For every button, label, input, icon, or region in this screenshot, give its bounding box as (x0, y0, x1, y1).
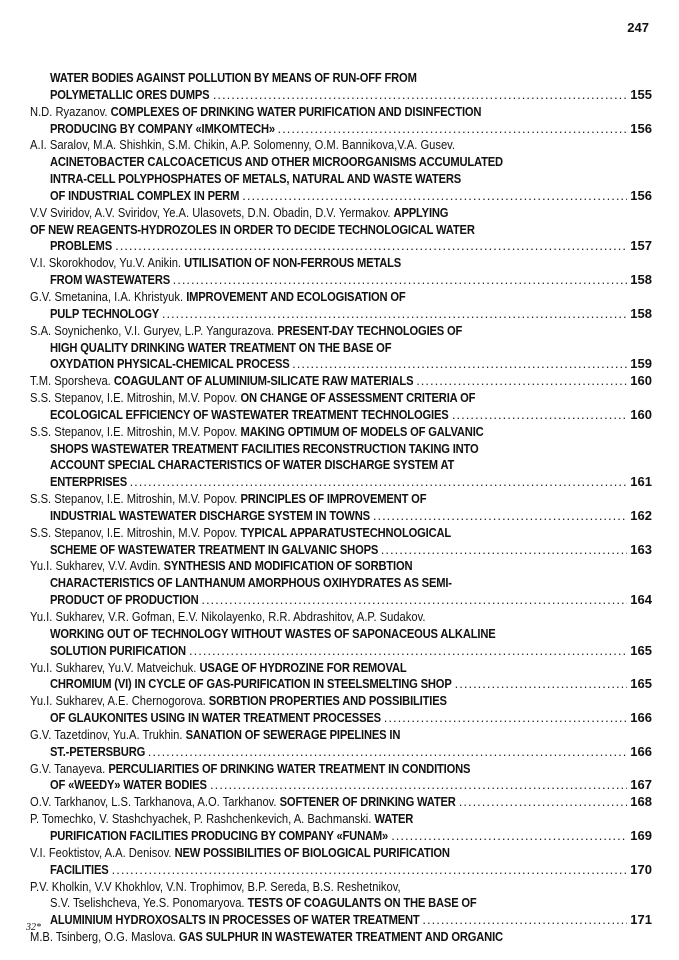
toc-line (30, 424, 652, 441)
toc-line (30, 390, 652, 407)
toc-line (30, 70, 652, 87)
entry-title: SHOPS WASTEWATER TREATMENT FACILITIES RECONSTRUCTION TAKING INTO (50, 440, 479, 456)
entry-title: UTILISATION OF NON-FERROUS METALS (184, 255, 402, 271)
toc-entry (30, 373, 652, 390)
entry-title: OF «WEEDY» WATER BODIES (50, 777, 207, 793)
entry-page-number: 158 (630, 305, 652, 321)
entry-page-number: 160 (630, 373, 652, 389)
dot-leader (373, 508, 627, 525)
toc-line-text (50, 87, 209, 104)
toc-line-text (50, 171, 461, 188)
toc-entry (30, 289, 652, 323)
entry-title: USAGE OF HYDROZINE FOR REMOVAL (199, 659, 407, 675)
entry-authors: S.V. Tselishcheva, Ye.S. Ponomaryova. (50, 895, 245, 911)
entry-title: ACCOUNT SPECIAL CHARACTERISTICS OF WATER DISCHARGE SYSTEM AT (50, 457, 455, 473)
toc-line (30, 525, 652, 542)
toc-line (30, 255, 652, 272)
entry-title: COAGULANT OF ALUMINIUM-SILICATE RAW MATERIALS (113, 373, 414, 389)
dot-leader (384, 710, 628, 727)
toc-line-text (50, 272, 170, 289)
dot-leader (189, 643, 627, 660)
toc-line-text (30, 323, 462, 340)
toc-line (30, 761, 652, 778)
dot-leader (459, 794, 628, 811)
toc-line-text (30, 660, 407, 677)
entry-authors: Yu.I. Sukharev, V.R. Gofman, E.V. Nikolayenko, R.R. Abdrashitov, A.P. Sudakov. (30, 609, 426, 624)
entry-authors: Yu.I. Sukharev, V.V. Avdin. (30, 558, 161, 574)
toc-line-text (50, 457, 454, 474)
page-number: 247 (627, 20, 649, 35)
toc-line-text (50, 407, 449, 424)
toc-line (30, 912, 652, 929)
toc-line (30, 811, 652, 828)
entry-title: SORBTION PROPERTIES AND POSSIBILITIES (208, 693, 447, 709)
toc-line (30, 895, 652, 912)
toc-line (30, 407, 652, 424)
entry-authors: G.V. Tanayeva. (30, 760, 106, 776)
toc-line (30, 626, 652, 643)
entry-title: SANATION OF SEWERAGE PIPELINES IN (185, 726, 401, 742)
toc-entry (30, 525, 652, 559)
toc-entry (30, 660, 652, 694)
entry-authors: Yu.I. Sukharev, A.E. Chernogorova. (30, 693, 206, 709)
toc-line-text (50, 643, 186, 660)
toc-line (30, 508, 652, 525)
toc-line-text (30, 845, 450, 862)
toc-entry (30, 727, 652, 761)
entry-title: ECOLOGICAL EFFICIENCY OF WASTEWATER TREATMENT TECHNOLOGIES (50, 406, 449, 422)
toc-entry (30, 609, 652, 660)
entry-authors: S.S. Stepanov, I.E. Mitroshin, M.V. Popov. (30, 491, 238, 507)
toc-line (30, 542, 652, 559)
toc-entry (30, 255, 652, 289)
entry-page-number: 163 (630, 541, 652, 557)
entry-title: PRESENT-DAY TECHNOLOGIES OF (277, 322, 463, 338)
entry-title: SOFTENER OF DRINKING WATER (279, 794, 456, 810)
entry-title: ENTERPRISES (50, 474, 128, 490)
entry-title: ACINETOBACTER CALCOACETICUS AND OTHER MICROORGANISMS ACCUMULATED (50, 154, 503, 170)
entry-authors: P. Tomechko, V. Stashchyachek, P. Rashchenkevich, A. Bachmanski. (30, 811, 372, 827)
entry-authors: G.V. Smetanina, I.A. Khristyuk. (30, 288, 184, 304)
toc-line (30, 87, 652, 104)
entry-page-number: 170 (630, 861, 652, 877)
entry-title: INTRA-CELL POLYPHOSPHATES OF METALS, NATURAL AND WASTE WATERS (50, 171, 462, 187)
toc-line (30, 575, 652, 592)
toc-line (30, 306, 652, 323)
toc-entry (30, 811, 652, 845)
entry-title: TYPICAL APPARATUSTECHNOLOGICAL (240, 524, 452, 540)
entry-title: SCHEME OF WASTEWATER TREATMENT IN GALVANIC SHOPS (50, 541, 379, 557)
toc-entry (30, 558, 652, 609)
toc-line (30, 205, 652, 222)
toc-line-text (50, 306, 159, 323)
toc-line (30, 154, 652, 171)
entry-title: CHROMIUM (VI) IN CYCLE OF GAS-PURIFICATION IN STEELSMELTING SHOP (50, 676, 452, 692)
entry-title: WATER (374, 811, 414, 827)
dot-leader (112, 862, 628, 879)
entry-page-number: 171 (630, 912, 652, 928)
toc-line (30, 710, 652, 727)
toc-line (30, 137, 652, 154)
toc-line (30, 744, 652, 761)
toc-entry (30, 137, 652, 204)
entry-title: GAS SULPHUR IN WASTEWATER TREATMENT AND ORGANIC (178, 929, 503, 945)
toc-line-text (50, 912, 420, 929)
entry-title: POLYMETALLIC ORES DUMPS (50, 86, 210, 102)
toc-line (30, 592, 652, 609)
entry-title: APPLYING (393, 204, 449, 220)
toc-line (30, 828, 652, 845)
entry-page-number: 159 (630, 356, 652, 372)
printer-signature-mark: 32* (26, 922, 41, 933)
entry-title: OF GLAUKONITES USING IN WATER TREATMENT PROCESSES (50, 710, 381, 726)
entry-authors: A.I. Saralov, M.A. Shishkin, S.M. Chikin, A.P. Solomenny, O.M. Bannikova,V.A. Gusev. (30, 137, 456, 153)
dot-leader (455, 676, 628, 693)
toc-entry (30, 205, 652, 256)
toc-line (30, 777, 652, 794)
dot-leader (115, 238, 627, 255)
entry-title: OF NEW REAGENTS-HYDROZOLES IN ORDER TO DECIDE TECHNOLOGICAL WATER (30, 221, 475, 237)
toc-line (30, 609, 652, 626)
toc-line-text (50, 777, 207, 794)
entry-title: NEW POSSIBILITIES OF BIOLOGICAL PURIFICATION (174, 844, 450, 860)
entry-page-number: 160 (630, 406, 652, 422)
toc-line (30, 340, 652, 357)
toc-entry (30, 70, 652, 104)
dot-leader (292, 356, 627, 373)
toc-line (30, 660, 652, 677)
toc-line-text (50, 592, 199, 609)
dot-leader (391, 828, 627, 845)
dot-leader (242, 188, 627, 205)
entry-page-number: 164 (630, 592, 652, 608)
entry-page-number: 168 (630, 794, 652, 810)
toc-line-text (30, 104, 481, 121)
toc-line (30, 188, 652, 205)
entry-title: PRODUCING BY COMPANY «IMKOMTECH» (50, 120, 275, 136)
entry-title: SOLUTION PURIFICATION (50, 642, 186, 658)
entry-title: ALUMINIUM HYDROXOSALTS IN PROCESSES OF WATER TREATMENT (50, 912, 420, 928)
toc-line-text (50, 238, 112, 255)
entry-authors: V.I. Feoktistov, A.A. Denisov. (30, 844, 172, 860)
toc-line (30, 643, 652, 660)
toc-line-text (50, 508, 370, 525)
toc-line-text (50, 474, 127, 491)
toc-line-text (30, 205, 448, 222)
toc-entry (30, 104, 652, 138)
entry-page-number: 165 (630, 642, 652, 658)
toc-line-text (50, 710, 381, 727)
toc-entry (30, 761, 652, 795)
entry-authors: V.V Sviridov, A.V. Sviridov, Ye.A. Ulasovets, D.N. Obadin, D.V. Yermakov. (30, 204, 391, 220)
dot-leader (130, 474, 628, 491)
entry-title: INDUSTRIAL WASTEWATER DISCHARGE SYSTEM IN TOWNS (50, 507, 370, 523)
entry-authors: S.S. Stepanov, I.E. Mitroshin, M.V. Popov. (30, 524, 238, 540)
toc-line-text (30, 491, 426, 508)
entry-title: PRINCIPLES OF IMPROVEMENT OF (240, 491, 427, 507)
toc-line-text (30, 558, 412, 575)
toc-line (30, 676, 652, 693)
toc-line (30, 356, 652, 373)
dot-leader (422, 912, 627, 929)
toc-entry (30, 390, 652, 424)
entry-title: PROBLEMS (50, 238, 112, 254)
toc-entry (30, 879, 652, 930)
entry-title: PULP TECHNOLOGY (50, 305, 160, 321)
entry-page-number: 165 (630, 676, 652, 692)
toc-line (30, 457, 652, 474)
entry-title: ST.-PETERSBURG (50, 743, 146, 759)
toc-line-text (50, 626, 496, 643)
entry-title: OXYDATION PHYSICAL-CHEMICAL PROCESS (50, 356, 290, 372)
toc-line (30, 104, 652, 121)
entry-authors: N.D. Ryazanov. (30, 103, 108, 119)
dot-leader (213, 87, 627, 104)
toc-line-text (30, 255, 401, 272)
toc-line (30, 879, 652, 896)
toc-entry (30, 323, 652, 374)
entry-authors: O.V. Tarkhanov, L.S. Tarkhanova, A.O. Tarkhanov. (30, 794, 277, 810)
entry-page-number: 166 (630, 743, 652, 759)
entry-authors: G.V. Tazetdinov, Yu.A. Trukhin. (30, 726, 183, 742)
entry-authors: V.I. Skorokhodov, Yu.V. Anikin. (30, 255, 182, 271)
toc-line (30, 373, 652, 390)
entry-title: FACILITIES (50, 861, 109, 877)
entry-page-number: 155 (630, 86, 652, 102)
dot-leader (278, 121, 628, 138)
toc-line (30, 929, 652, 946)
entry-authors: T.M. Sporsheva. (30, 373, 111, 389)
toc-entry (30, 424, 652, 491)
entry-page-number: 157 (630, 238, 652, 254)
entry-title: TESTS OF COAGULANTS ON THE BASE OF (247, 895, 477, 911)
entry-title: MAKING OPTIMUM OF MODELS OF GALVANIC (240, 423, 484, 439)
entry-title: ON CHANGE OF ASSESSMENT CRITERIA OF (240, 390, 476, 406)
toc-line (30, 441, 652, 458)
toc-line (30, 272, 652, 289)
entry-authors: M.B. Tsinberg, O.G. Maslova. (30, 929, 176, 945)
toc-line-text (30, 693, 447, 710)
entry-title: COMPLEXES OF DRINKING WATER PURIFICATION AND DISINFECTION (110, 103, 482, 119)
dot-leader (381, 542, 628, 559)
toc-entry (30, 929, 652, 946)
toc-line-text (30, 222, 475, 239)
toc-line-text (50, 862, 109, 879)
toc-line-text (30, 390, 475, 407)
dot-leader (162, 306, 627, 323)
toc-line-text (50, 154, 503, 171)
table-of-contents (30, 70, 652, 946)
toc-line (30, 289, 652, 306)
entry-page-number: 161 (630, 474, 652, 490)
toc-line-text (50, 441, 479, 458)
toc-line-text (50, 575, 452, 592)
dot-leader (173, 272, 628, 289)
entry-authors: Yu.I. Sukharev, Yu.V. Matveichuk. (30, 659, 197, 675)
entry-authors: S.A. Soynichenko, V.I. Guryev, L.P. Yangurazova. (30, 322, 275, 338)
entry-authors: S.S. Stepanov, I.E. Mitroshin, M.V. Popov. (30, 423, 238, 439)
toc-line (30, 474, 652, 491)
entry-page-number: 156 (630, 187, 652, 203)
dot-leader (210, 777, 627, 794)
toc-entry (30, 491, 652, 525)
entry-page-number: 162 (630, 507, 652, 523)
entry-title: SYNTHESIS AND MODIFICATION OF SORBTION (163, 558, 413, 574)
toc-line-text (50, 70, 417, 87)
toc-line-text (50, 542, 378, 559)
toc-line-text (30, 373, 413, 390)
entry-title: OF INDUSTRIAL COMPLEX IN PERM (50, 187, 240, 203)
toc-line-text (30, 727, 400, 744)
toc-line-text (50, 340, 391, 357)
toc-line (30, 238, 652, 255)
entry-page-number: 169 (630, 827, 652, 843)
toc-line (30, 121, 652, 138)
entry-title: HIGH QUALITY DRINKING WATER TREATMENT ON THE BASE OF (50, 339, 392, 355)
entry-title: CHARACTERISTICS OF LANTHANUM AMORPHOUS OXIHYDRATES AS SEMI- (50, 575, 452, 591)
toc-line (30, 222, 652, 239)
entry-title: WATER BODIES AGAINST POLLUTION BY MEANS OF RUN-OFF FROM (50, 70, 417, 85)
toc-line (30, 727, 652, 744)
toc-line-text (30, 609, 425, 626)
toc-entry (30, 693, 652, 727)
toc-line-text (30, 424, 484, 441)
dot-leader (201, 592, 627, 609)
dot-leader (452, 407, 627, 424)
toc-line-text (50, 828, 388, 845)
entry-title: IMPROVEMENT AND ECOLOGISATION OF (186, 288, 406, 304)
toc-line-text (50, 356, 290, 373)
toc-line-text (30, 525, 451, 542)
toc-line (30, 693, 652, 710)
entry-title: PERCULIARITIES OF DRINKING WATER TREATMENT IN CONDITIONS (108, 760, 471, 776)
toc-line-text (50, 676, 452, 693)
toc-line (30, 845, 652, 862)
entry-page-number: 158 (630, 272, 652, 288)
toc-entry (30, 845, 652, 879)
toc-line-text (30, 811, 413, 828)
toc-line (30, 491, 652, 508)
toc-line (30, 323, 652, 340)
toc-line-text (30, 879, 401, 896)
entry-authors: S.S. Stepanov, I.E. Mitroshin, M.V. Popov. (30, 390, 238, 406)
toc-line (30, 794, 652, 811)
dot-leader (148, 744, 628, 761)
toc-line (30, 171, 652, 188)
toc-line-text (30, 794, 456, 811)
toc-line-text (30, 761, 470, 778)
toc-entry (30, 794, 652, 811)
dot-leader (416, 373, 627, 390)
entry-authors: P.V. Kholkin, V.V Khokhlov, V.N. Trophimov, B.P. Sereda, B.S. Reshetnikov, (30, 878, 401, 894)
toc-line-text (50, 744, 145, 761)
toc-line-text (30, 289, 406, 306)
toc-line-text (30, 929, 503, 946)
toc-line-text (50, 121, 275, 138)
toc-line-text (30, 137, 455, 154)
entry-page-number: 166 (630, 710, 652, 726)
toc-line (30, 862, 652, 879)
entry-title: FROM WASTEWATERS (50, 272, 171, 288)
toc-line-text (50, 895, 477, 912)
entry-page-number: 156 (630, 120, 652, 136)
entry-title: PURIFICATION FACILITIES PRODUCING BY COMPANY «FUNAM» (50, 827, 389, 843)
entry-page-number: 167 (630, 777, 652, 793)
toc-line-text (50, 188, 239, 205)
entry-title: WORKING OUT OF TECHNOLOGY WITHOUT WASTES OF SAPONACEOUS ALKALINE (50, 625, 496, 641)
entry-title: PRODUCT OF PRODUCTION (50, 592, 199, 608)
toc-line (30, 558, 652, 575)
